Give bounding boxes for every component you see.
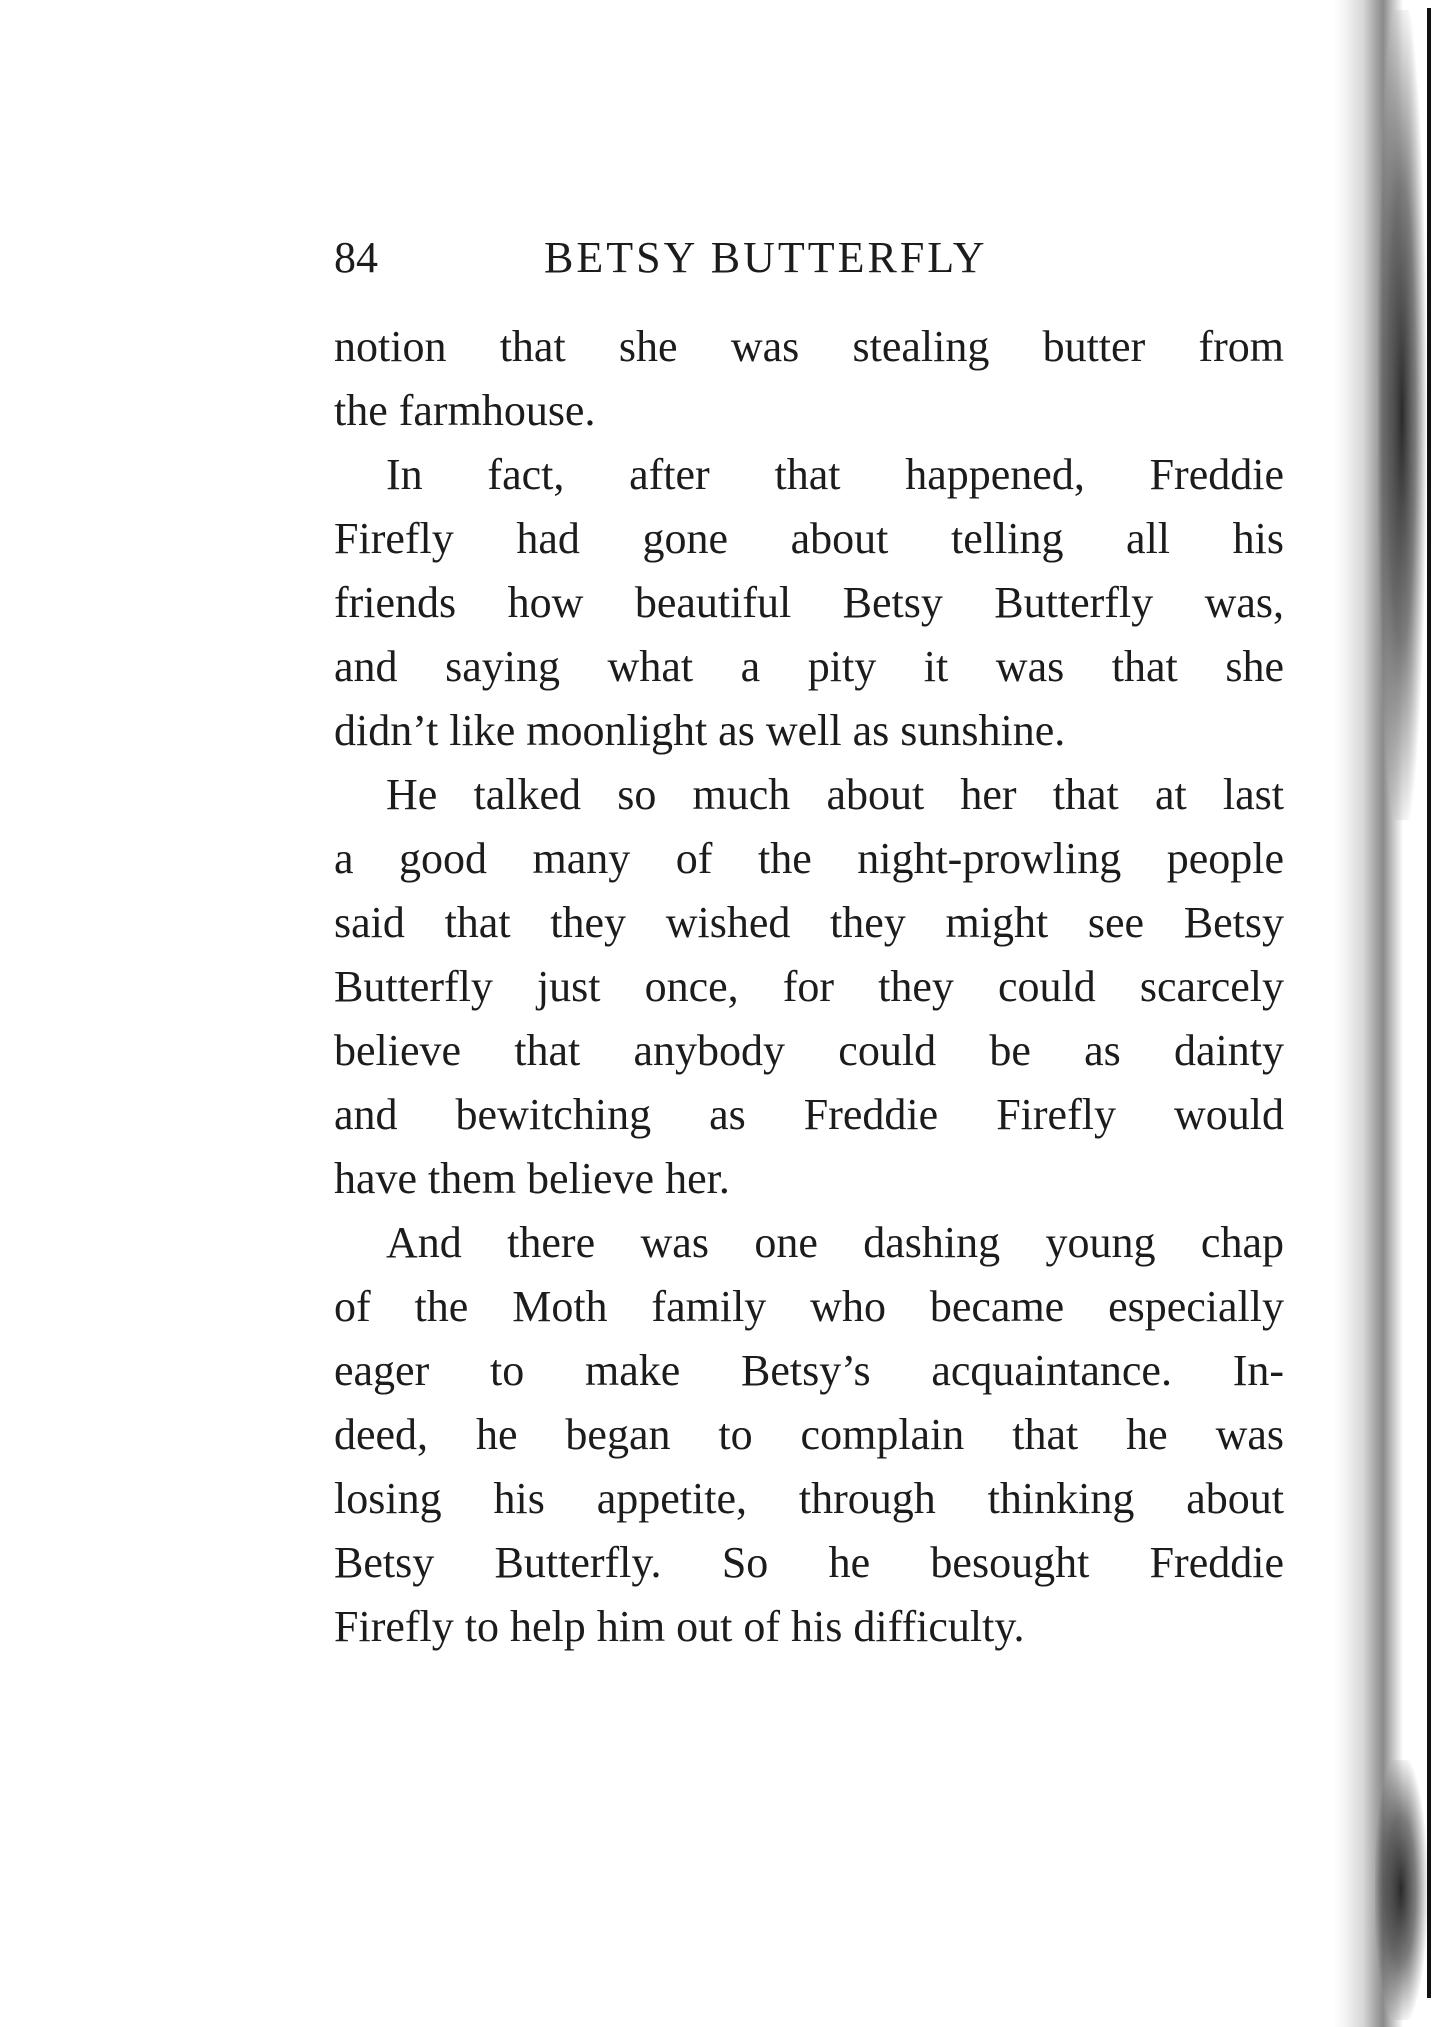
text-line: didn’t like moonlight as well as sunshine. [334, 706, 1066, 755]
body-text [334, 315, 1284, 1659]
text-line: deed, he began to complain that he was [334, 1410, 1284, 1459]
binding-shadow-bottom [1375, 1760, 1427, 2020]
text-line: eager to make Betsy’s acquaintance. In- [334, 1346, 1284, 1395]
text-line: and saying what a pity it was that she [334, 642, 1284, 691]
text-line: losing his appetite, through thinking about [334, 1474, 1284, 1523]
page-number: 84 [334, 233, 378, 282]
text-line: He talked so much about her that at last [386, 770, 1284, 819]
text-line: and bewitching as Freddie Firefly would [334, 1090, 1284, 1139]
text-line: said that they wished they might see Betsy [334, 898, 1284, 947]
running-head [334, 228, 1174, 288]
book-title: BETSY BUTTERFLY [544, 233, 988, 282]
text-line: Butterfly just once, for they could scarcely [334, 962, 1284, 1011]
text-line: Firefly to help him out of his difficulty. [334, 1602, 1025, 1651]
binding-shadow-top [1378, 10, 1426, 820]
text-line: believe that anybody could be as dainty [334, 1026, 1284, 1075]
text-line: have them believe her. [334, 1154, 730, 1203]
paragraph [334, 1211, 1284, 1659]
text-line: And there was one dashing young chap [386, 1218, 1284, 1267]
paragraph [334, 315, 1284, 443]
paragraph [334, 443, 1284, 763]
text-line: Betsy Butterfly. So he besought Freddie [334, 1538, 1284, 1587]
text-line: a good many of the night-prowling people [334, 834, 1284, 883]
text-line: the farmhouse. [334, 386, 596, 435]
text-line: notion that she was stealing butter from [334, 322, 1284, 371]
text-line: Firefly had gone about telling all his [334, 514, 1284, 563]
text-line: of the Moth family who became especially [334, 1282, 1284, 1331]
paragraph [334, 763, 1284, 1211]
text-line: In fact, after that happened, Freddie [386, 450, 1284, 499]
page-edge-line [1427, 8, 1431, 1998]
text-line: friends how beautiful Betsy Butterfly was, [334, 578, 1284, 627]
